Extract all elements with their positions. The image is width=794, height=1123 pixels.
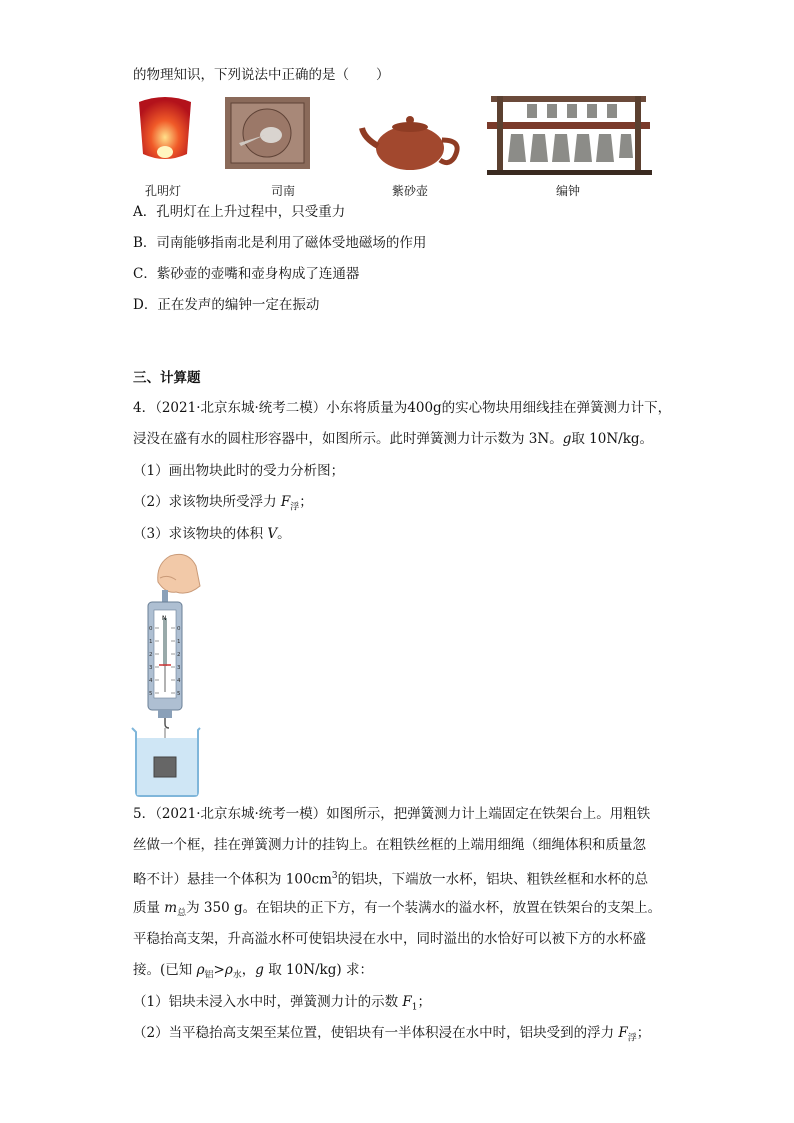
tick-label-right: 2 bbox=[177, 652, 181, 658]
caption-sky-lantern: 孔明灯 bbox=[144, 184, 181, 198]
tick-label-left: 0 bbox=[149, 626, 153, 632]
q4-line2: 浸没在盛有水的圆柱形容器中，如图所示。此时弹簧测力计示数为 3N。g取 10N/kg。 bbox=[133, 431, 654, 447]
caption-sinan: 司南 bbox=[270, 184, 295, 198]
q5-sub1: （1）铝块未浸入水中时，弹簧测力计的示数 $F_1$； bbox=[133, 994, 431, 1013]
q5-line4: 质量 $m_总$为 350 g。在铝块的正下方，有一个装满水的溢水杯，放置在铁架台的支架上。 bbox=[133, 900, 662, 919]
q5-line1: 5．（2021·北京东城·统考一模）如图所示，把弹簧测力计上端固定在铁架台上。用粗铁 bbox=[133, 806, 651, 822]
tick-label-left: 4 bbox=[149, 678, 153, 684]
q5-sub2: （2）当平稳抬高支架至某位置，使铝块有一半体积浸在水中时，铝块受到的浮力 $F_浮$； bbox=[133, 1025, 651, 1044]
tick-label-right: 5 bbox=[177, 691, 181, 697]
sinan-compass-icon bbox=[225, 97, 310, 169]
q5-line2: 丝做一个框，挂在弹簧测力计的挂钩上。在粗铁丝框的上端用细绳（细绳体积和质量忽 bbox=[133, 837, 646, 853]
tick-label-right: 1 bbox=[177, 639, 181, 645]
q5-line5: 平稳抬高支架，升高溢水杯可使铝块浸在水中，同时溢出的水恰好可以被下方的水杯盛 bbox=[133, 931, 646, 947]
caption-chime-bells: 编钟 bbox=[555, 184, 580, 198]
caption-teapot: 紫砂壶 bbox=[391, 184, 428, 198]
q3-stem: 的物理知识，下列说法中正确的是（ ） bbox=[133, 67, 390, 83]
scale-unit: N bbox=[162, 615, 167, 622]
q3-image-row bbox=[125, 92, 660, 182]
q3-option-b: B．司南能够指南北是利用了磁体受地磁场的作用 bbox=[133, 235, 427, 251]
section-title: 三、计算题 bbox=[133, 370, 201, 386]
tick-label-left: 2 bbox=[149, 652, 153, 658]
chime-bells-icon bbox=[487, 96, 652, 175]
spring-scale-figure bbox=[128, 552, 203, 798]
tick-label-right: 3 bbox=[177, 665, 181, 671]
q3-option-d: D．正在发声的编钟一定在振动 bbox=[133, 297, 320, 313]
tick-label-left: 5 bbox=[149, 691, 153, 697]
tick-label-left: 3 bbox=[149, 665, 153, 671]
q3-option-c: C．紫砂壶的壶嘴和壶身构成了连通器 bbox=[133, 266, 360, 282]
tick-label-right: 4 bbox=[177, 678, 181, 684]
q3-option-a: A．孔明灯在上升过程中，只受重力 bbox=[133, 204, 346, 220]
q4-line1: 4．（2021·北京东城·统考二模）小东将质量为400g的实心物块用细线挂在弹簧测力计下， bbox=[133, 400, 672, 416]
q4-sub2: （2）求该物块所受浮力 $F_浮$； bbox=[133, 494, 313, 513]
tick-label-left: 1 bbox=[149, 639, 153, 645]
clay-teapot-icon bbox=[362, 116, 457, 170]
q5-line6: 接。(已知 $\rho_铝>\rho_水$，g 取 10N/kg) 求： bbox=[133, 962, 373, 981]
q4-sub1: （1）画出物块此时的受力分析图； bbox=[133, 463, 345, 479]
sky-lantern-icon bbox=[139, 97, 191, 159]
tick-label-right: 0 bbox=[177, 626, 181, 632]
hand-icon bbox=[158, 554, 200, 593]
beaker-icon bbox=[132, 728, 200, 796]
q4-sub3: （3）求该物块的体积 V。 bbox=[133, 526, 291, 542]
q5-line3: 略不计）悬挂一个体积为 $100cm^3$的铝块，下端放一水杯，铝块、粗铁丝框和水杯的总 bbox=[133, 871, 649, 888]
